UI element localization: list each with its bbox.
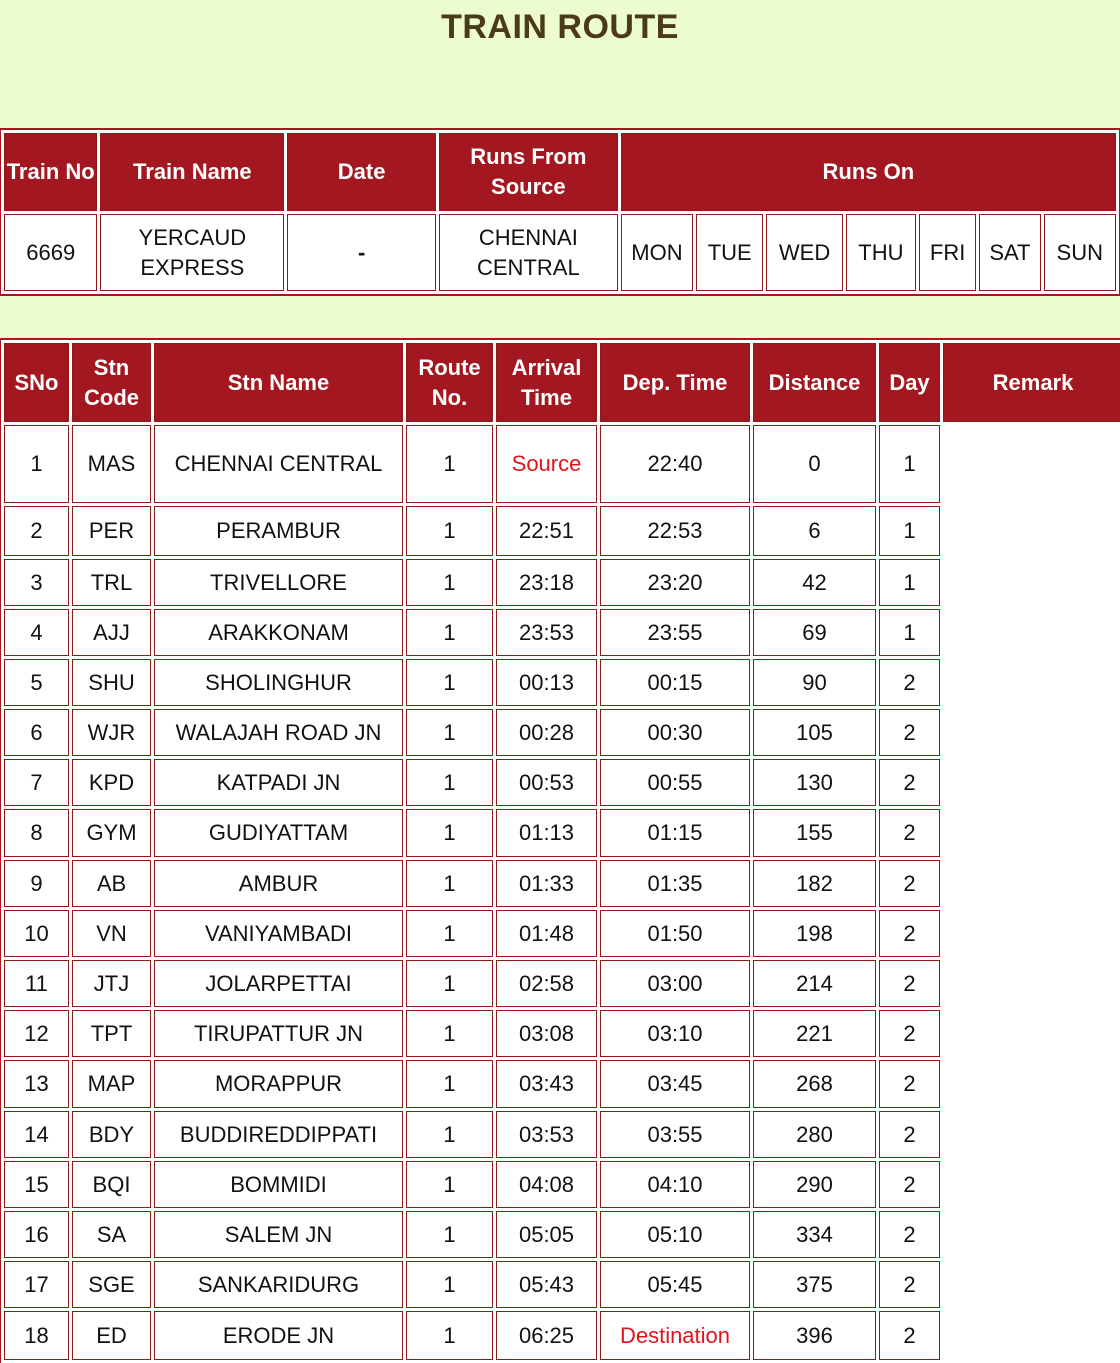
cell-route-no: 1 [406,809,493,857]
cell-dep-time: 00:15 [600,659,750,706]
cell-stn-name: ERODE JN [154,1311,403,1360]
cell-remark [943,1111,1120,1158]
table-row [4,1010,1120,1057]
cell-arrival-time: 23:53 [496,609,597,656]
cell-stn-code: BDY [72,1111,151,1158]
cell-arrival-time: 22:51 [496,506,597,556]
route-table [1,340,1120,1363]
page-title: TRAIN ROUTE [441,8,679,46]
cell-day: 2 [879,709,940,756]
cell-stn-name: TRIVELLORE [154,559,403,606]
cell-sno: 8 [4,809,69,857]
cell-stn-name: GUDIYATTAM [154,809,403,857]
cell-dep-time: 01:50 [600,910,750,957]
cell-stn-code: TPT [72,1010,151,1057]
cell-remark [943,609,1120,656]
day-sat: SAT [979,214,1040,291]
cell-distance: 214 [753,960,876,1007]
cell-route-no: 1 [406,759,493,806]
cell-remark [943,1060,1120,1108]
cell-arrival-time: 05:43 [496,1261,597,1308]
table-row [4,506,1120,556]
cell-arrival-time: 01:13 [496,809,597,857]
cell-route-no: 1 [406,709,493,756]
table-row [4,425,1120,503]
cell-distance: 334 [753,1211,876,1258]
table-row [4,1311,1120,1360]
col-dep-time: Dep. Time [600,343,750,422]
col-route-no: Route No. [406,343,493,422]
header-train-name: Train Name [100,133,284,211]
col-distance: Distance [753,343,876,422]
cell-day: 2 [879,1161,940,1208]
cell-stn-code: VN [72,910,151,957]
cell-arrival-time: 03:53 [496,1111,597,1158]
cell-dep-time: 00:55 [600,759,750,806]
table-row [4,609,1120,656]
cell-remark [943,506,1120,556]
cell-route-no: 1 [406,609,493,656]
cell-remark [943,759,1120,806]
cell-sno: 10 [4,910,69,957]
cell-stn-code: ED [72,1311,151,1360]
cell-route-no: 1 [406,910,493,957]
cell-day: 1 [879,559,940,606]
table-row [4,960,1120,1007]
col-stn-name: Stn Name [154,343,403,422]
cell-dep-time: 03:10 [600,1010,750,1057]
cell-distance: 90 [753,659,876,706]
day-sun: SUN [1044,214,1116,291]
cell-sno: 2 [4,506,69,556]
cell-sno: 4 [4,609,69,656]
cell-dep-time: 22:53 [600,506,750,556]
cell-dep-time: 01:15 [600,809,750,857]
cell-remark [943,960,1120,1007]
cell-distance: 221 [753,1010,876,1057]
cell-day: 1 [879,609,940,656]
cell-stn-code: MAP [72,1060,151,1108]
cell-sno: 1 [4,425,69,503]
cell-stn-code: TRL [72,559,151,606]
cell-stn-name: SHOLINGHUR [154,659,403,706]
cell-stn-code: BQI [72,1161,151,1208]
cell-day: 2 [879,1010,940,1057]
cell-sno: 18 [4,1311,69,1360]
cell-dep-time: 03:55 [600,1111,750,1158]
day-fri: FRI [919,214,976,291]
cell-stn-code: AJJ [72,609,151,656]
cell-arrival-time: 01:48 [496,910,597,957]
cell-distance: 105 [753,709,876,756]
cell-distance: 155 [753,809,876,857]
cell-route-no: 1 [406,506,493,556]
cell-day: 2 [879,910,940,957]
cell-sno: 6 [4,709,69,756]
cell-distance: 396 [753,1311,876,1360]
cell-route-no: 1 [406,1111,493,1158]
cell-stn-name: ARAKKONAM [154,609,403,656]
header-date: Date [287,133,436,211]
cell-route-no: 1 [406,1010,493,1057]
cell-route-no: 1 [406,559,493,606]
cell-stn-name: MORAPPUR [154,1060,403,1108]
cell-distance: 290 [753,1161,876,1208]
cell-stn-code: WJR [72,709,151,756]
cell-arrival-time: 05:05 [496,1211,597,1258]
col-arrival-time: Arrival Time [496,343,597,422]
cell-dep-time: 23:20 [600,559,750,606]
cell-sno: 7 [4,759,69,806]
cell-dep-time: 23:55 [600,609,750,656]
cell-dep-time: 03:45 [600,1060,750,1108]
cell-day: 1 [879,425,940,503]
table-row [4,659,1120,706]
cell-sno: 11 [4,960,69,1007]
cell-arrival-time: 02:58 [496,960,597,1007]
cell-remark [943,1161,1120,1208]
cell-day: 2 [879,809,940,857]
cell-distance: 198 [753,910,876,957]
table-row [4,910,1120,957]
cell-stn-code: GYM [72,809,151,857]
cell-stn-code: JTJ [72,960,151,1007]
cell-stn-name: BUDDIREDDIPPATI [154,1111,403,1158]
cell-arrival-time: Source [496,425,597,503]
cell-stn-code: AB [72,860,151,907]
cell-stn-name: CHENNAI CENTRAL [154,425,403,503]
col-sno: SNo [4,343,69,422]
header-runs-on: Runs On [621,133,1116,211]
cell-day: 2 [879,1311,940,1360]
cell-route-no: 1 [406,1060,493,1108]
cell-route-no: 1 [406,1311,493,1360]
cell-distance: 130 [753,759,876,806]
table-row [4,1161,1120,1208]
cell-day: 2 [879,960,940,1007]
cell-sno: 13 [4,1060,69,1108]
cell-sno: 14 [4,1111,69,1158]
cell-distance: 6 [753,506,876,556]
table-row [4,559,1120,606]
cell-stn-name: SALEM JN [154,1211,403,1258]
day-wed: WED [766,214,842,291]
table-row [4,1261,1120,1308]
cell-remark [943,659,1120,706]
cell-dep-time: 01:35 [600,860,750,907]
cell-route-no: 1 [406,1161,493,1208]
cell-dep-time: 03:00 [600,960,750,1007]
cell-stn-name: WALAJAH ROAD JN [154,709,403,756]
cell-remark [943,1261,1120,1308]
day-thu: THU [846,214,916,291]
train-date: - [287,214,436,291]
cell-day: 2 [879,659,940,706]
cell-remark [943,425,1120,503]
cell-sno: 3 [4,559,69,606]
cell-stn-name: JOLARPETTAI [154,960,403,1007]
cell-day: 2 [879,1211,940,1258]
cell-dep-time: 05:45 [600,1261,750,1308]
train-no: 6669 [4,214,97,291]
cell-dep-time: 00:30 [600,709,750,756]
cell-dep-time: Destination [600,1311,750,1360]
col-day: Day [879,343,940,422]
cell-dep-time: 05:10 [600,1211,750,1258]
cell-distance: 280 [753,1111,876,1158]
cell-stn-name: TIRUPATTUR JN [154,1010,403,1057]
cell-route-no: 1 [406,860,493,907]
col-stn-code: Stn Code [72,343,151,422]
cell-stn-name: PERAMBUR [154,506,403,556]
train-info-table [1,130,1119,294]
cell-stn-code: PER [72,506,151,556]
table-row [4,860,1120,907]
cell-stn-code: MAS [72,425,151,503]
table-row [4,709,1120,756]
table-row [4,1060,1120,1108]
cell-sno: 16 [4,1211,69,1258]
cell-stn-name: BOMMIDI [154,1161,403,1208]
cell-stn-code: SA [72,1211,151,1258]
cell-route-no: 1 [406,960,493,1007]
cell-day: 2 [879,759,940,806]
cell-stn-name: SANKARIDURG [154,1261,403,1308]
cell-day: 1 [879,506,940,556]
cell-arrival-time: 04:08 [496,1161,597,1208]
route-header-row [4,343,1120,422]
table-row [4,1111,1120,1158]
cell-sno: 17 [4,1261,69,1308]
runs-from-source: CHENNAI CENTRAL [439,214,618,291]
cell-stn-code: KPD [72,759,151,806]
cell-distance: 268 [753,1060,876,1108]
table-row [4,809,1120,857]
cell-arrival-time: 00:13 [496,659,597,706]
header-runs-from: Runs From Source [439,133,618,211]
cell-route-no: 1 [406,1211,493,1258]
cell-stn-name: KATPADI JN [154,759,403,806]
cell-route-no: 1 [406,659,493,706]
cell-arrival-time: 01:33 [496,860,597,907]
header-train-no: Train No [4,133,97,211]
col-remark: Remark [943,343,1120,422]
table-row [4,759,1120,806]
cell-route-no: 1 [406,425,493,503]
cell-arrival-time: 06:25 [496,1311,597,1360]
cell-day: 2 [879,1261,940,1308]
cell-stn-name: VANIYAMBADI [154,910,403,957]
cell-remark [943,1311,1120,1360]
cell-day: 2 [879,860,940,907]
cell-remark [943,559,1120,606]
table-row [4,1211,1120,1258]
cell-sno: 9 [4,860,69,907]
cell-remark [943,809,1120,857]
day-tue: TUE [696,214,763,291]
cell-distance: 42 [753,559,876,606]
cell-arrival-time: 00:53 [496,759,597,806]
cell-arrival-time: 00:28 [496,709,597,756]
cell-distance: 375 [753,1261,876,1308]
cell-arrival-time: 03:43 [496,1060,597,1108]
cell-distance: 69 [753,609,876,656]
day-mon: MON [621,214,693,291]
cell-dep-time: 22:40 [600,425,750,503]
cell-remark [943,709,1120,756]
cell-dep-time: 04:10 [600,1161,750,1208]
cell-sno: 12 [4,1010,69,1057]
cell-route-no: 1 [406,1261,493,1308]
cell-sno: 15 [4,1161,69,1208]
cell-day: 2 [879,1060,940,1108]
cell-remark [943,860,1120,907]
cell-distance: 0 [753,425,876,503]
train-name: YERCAUD EXPRESS [100,214,284,291]
cell-arrival-time: 23:18 [496,559,597,606]
cell-distance: 182 [753,860,876,907]
cell-stn-code: SGE [72,1261,151,1308]
cell-stn-code: SHU [72,659,151,706]
cell-sno: 5 [4,659,69,706]
cell-remark [943,1211,1120,1258]
cell-arrival-time: 03:08 [496,1010,597,1057]
cell-stn-name: AMBUR [154,860,403,907]
cell-remark [943,910,1120,957]
cell-day: 2 [879,1111,940,1158]
cell-remark [943,1010,1120,1057]
